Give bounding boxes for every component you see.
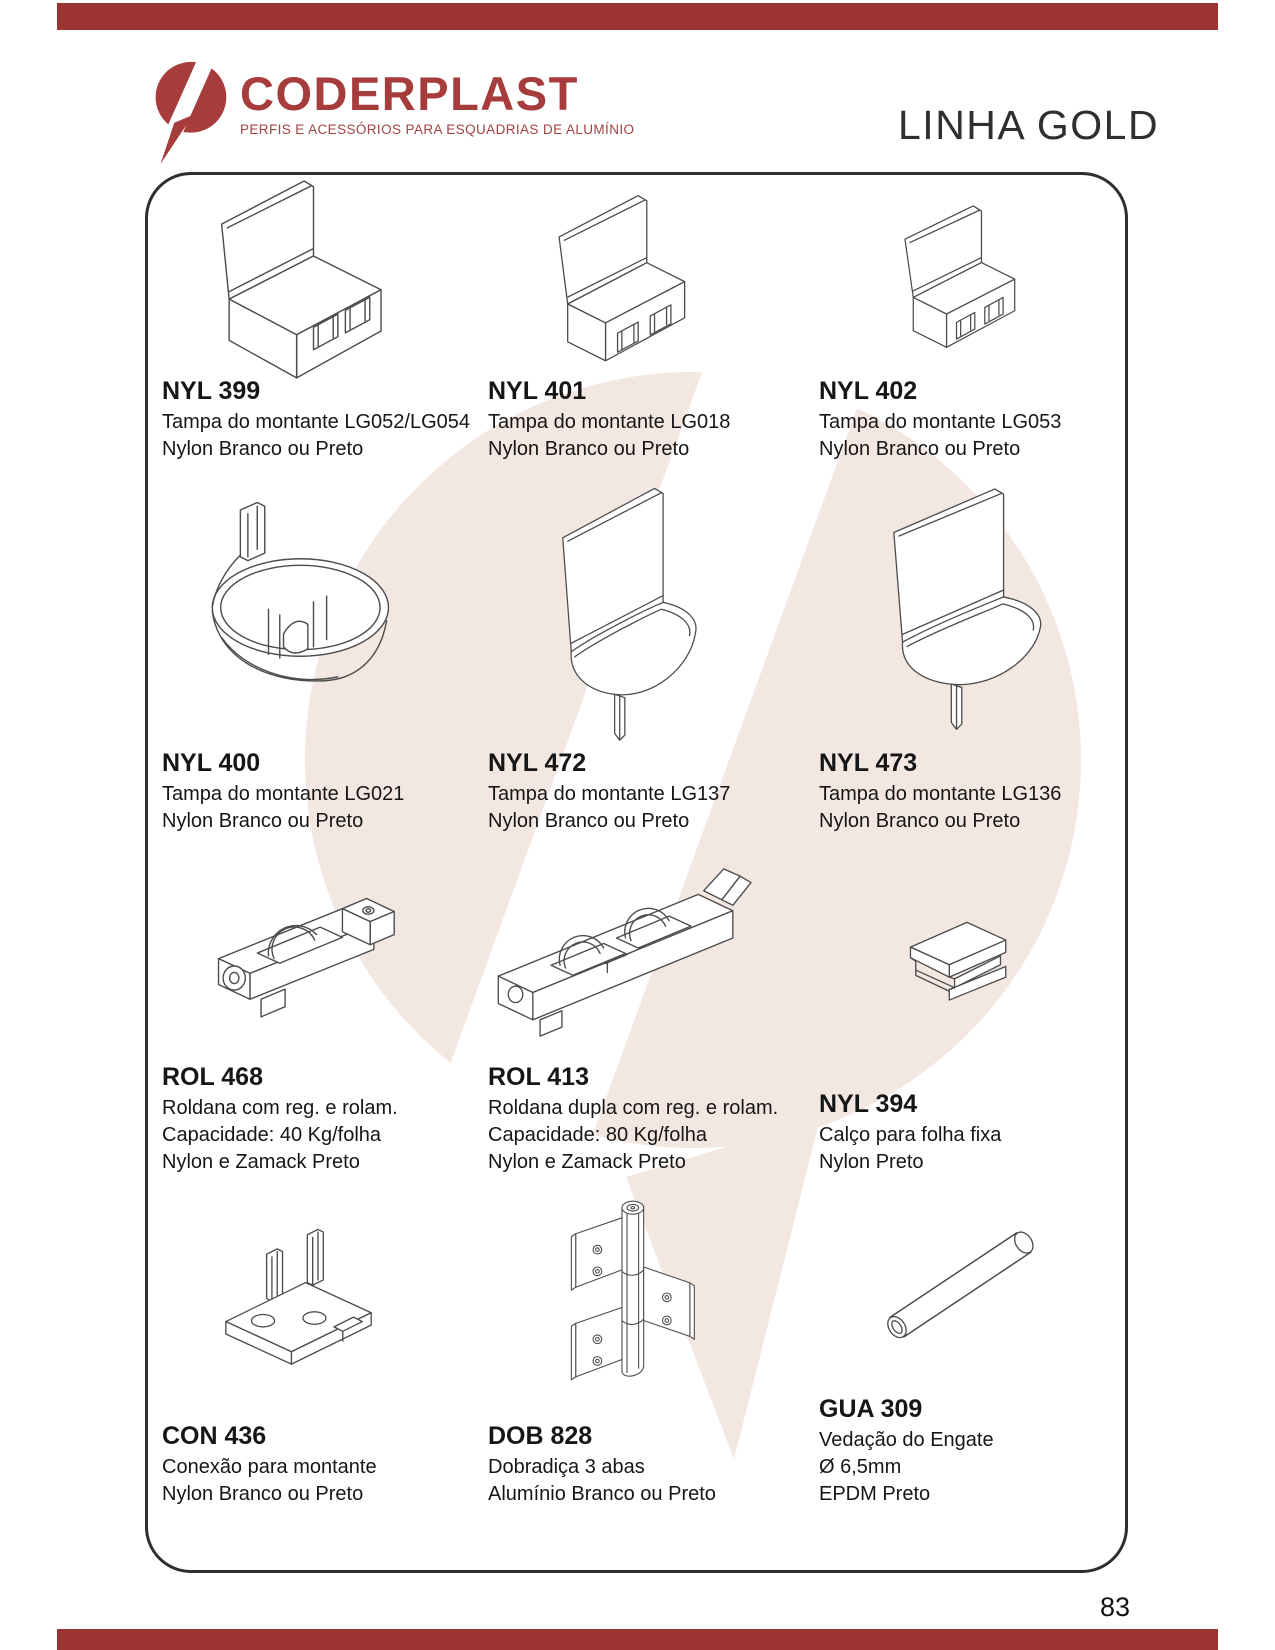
- bottom-bar: [57, 1629, 1218, 1650]
- illustration-nyl-394: [793, 843, 1125, 1091]
- product-label: [793, 750, 1125, 844]
- product-code: NYL 401: [488, 376, 587, 405]
- brand-text: [240, 67, 635, 137]
- product-label: [448, 1423, 793, 1571]
- product-cell-con-436: [148, 1184, 448, 1570]
- product-code: NYL 472: [488, 748, 587, 777]
- product-code: NYL 400: [162, 748, 261, 777]
- product-desc-line: Dobradiça 3 abas: [488, 1456, 645, 1478]
- product-label: [793, 378, 1125, 472]
- product-desc-line: Tampa do montante LG021: [162, 783, 405, 805]
- product-desc-line: Nylon Preto: [819, 1151, 924, 1173]
- coderplast-logo-icon: [148, 58, 230, 166]
- product-desc-line: Nylon Branco ou Preto: [819, 810, 1021, 832]
- illustration-rol-468: [148, 843, 448, 1064]
- product-desc-line: Tampa do montante LG052/LG054: [162, 411, 470, 433]
- product-code: GUA 309: [819, 1394, 923, 1423]
- product-cell-nyl-472: [448, 471, 793, 843]
- product-desc-line: Alumínio Branco ou Preto: [488, 1483, 716, 1505]
- product-desc-line: Vedação do Engate: [819, 1429, 994, 1451]
- product-cell-rol-413: [448, 843, 793, 1184]
- illustration-gua-309: [793, 1184, 1125, 1396]
- brand-name: CODERPLAST: [240, 67, 579, 120]
- product-desc-line: Nylon Branco ou Preto: [488, 438, 690, 460]
- product-desc-line: Nylon Branco ou Preto: [162, 1483, 364, 1505]
- illustration-rol-413: [448, 843, 793, 1064]
- illustration-nyl-472: [448, 471, 793, 750]
- product-code: NYL 402: [819, 376, 918, 405]
- product-cell-nyl-400: [148, 471, 448, 843]
- product-cell-nyl-399: [148, 175, 470, 471]
- product-label: [148, 1064, 448, 1185]
- product-code: ROL 468: [162, 1062, 263, 1091]
- illustration-nyl-400: [148, 471, 448, 750]
- product-desc-line: Nylon e Zamack Preto: [162, 1151, 360, 1173]
- product-label: [448, 378, 793, 472]
- product-cell-nyl-394: [793, 843, 1125, 1184]
- product-desc-line: Capacidade: 40 Kg/folha: [162, 1124, 382, 1146]
- product-desc-line: Nylon e Zamack Preto: [488, 1151, 686, 1173]
- product-cell-nyl-401: [448, 175, 793, 471]
- product-desc-line: Capacidade: 80 Kg/folha: [488, 1124, 708, 1146]
- illustration-con-436: [148, 1184, 448, 1423]
- product-desc-line: Nylon Branco ou Preto: [488, 810, 690, 832]
- product-desc-line: Tampa do montante LG137: [488, 783, 731, 805]
- illustration-nyl-399: [148, 175, 448, 378]
- product-desc-line: Tampa do montante LG136: [819, 783, 1062, 805]
- product-desc-line: EPDM Preto: [819, 1483, 931, 1505]
- product-label: [148, 376, 470, 472]
- product-label: [148, 1423, 448, 1571]
- catalog-frame: [145, 172, 1128, 1573]
- product-cell-dob-828: [448, 1184, 793, 1570]
- illustration-nyl-402: [793, 175, 1125, 378]
- illustration-nyl-473: [793, 471, 1125, 750]
- page-number: 83: [1099, 1592, 1130, 1622]
- product-desc-line: Tampa do montante LG018: [488, 411, 731, 433]
- product-desc-line: Nylon Branco ou Preto: [162, 438, 364, 460]
- brand-logo: [148, 58, 634, 166]
- product-cell-rol-468: [148, 843, 448, 1184]
- product-desc-line: Tampa do montante LG053: [819, 411, 1062, 433]
- product-code: NYL 399: [162, 376, 261, 405]
- illustration-dob-828: [448, 1184, 793, 1423]
- product-desc-line: Ø 6,5mm: [819, 1456, 902, 1478]
- product-label: [148, 750, 448, 844]
- product-desc-line: Roldana dupla com reg. e rolam.: [488, 1097, 779, 1119]
- top-bar: [57, 3, 1218, 30]
- product-label: [793, 1396, 1125, 1571]
- product-code: NYL 394: [819, 1089, 918, 1118]
- brand-tagline: PERFIS E ACESSÓRIOS PARA ESQUADRIAS DE ALUMÍNIO: [240, 122, 635, 137]
- page-title: LINHA GOLD: [898, 102, 1160, 148]
- product-desc-line: Roldana com reg. e rolam.: [162, 1097, 398, 1119]
- product-code: CON 436: [162, 1421, 267, 1450]
- product-label: [793, 1091, 1125, 1185]
- product-label: [448, 750, 793, 844]
- product-code: DOB 828: [488, 1421, 593, 1450]
- product-code: ROL 413: [488, 1062, 589, 1091]
- product-cell-nyl-402: [793, 175, 1125, 471]
- product-cell-nyl-473: [793, 471, 1125, 843]
- product-desc-line: Calço para folha fixa: [819, 1124, 1002, 1146]
- product-cell-gua-309: [793, 1184, 1125, 1570]
- product-desc-line: Nylon Branco ou Preto: [819, 438, 1021, 460]
- product-desc-line: Nylon Branco ou Preto: [162, 810, 364, 832]
- product-code: NYL 473: [819, 748, 918, 777]
- product-desc-line: Conexão para montante: [162, 1456, 377, 1478]
- product-label: [448, 1064, 793, 1185]
- illustration-nyl-401: [448, 175, 793, 378]
- product-grid: [148, 175, 1125, 1570]
